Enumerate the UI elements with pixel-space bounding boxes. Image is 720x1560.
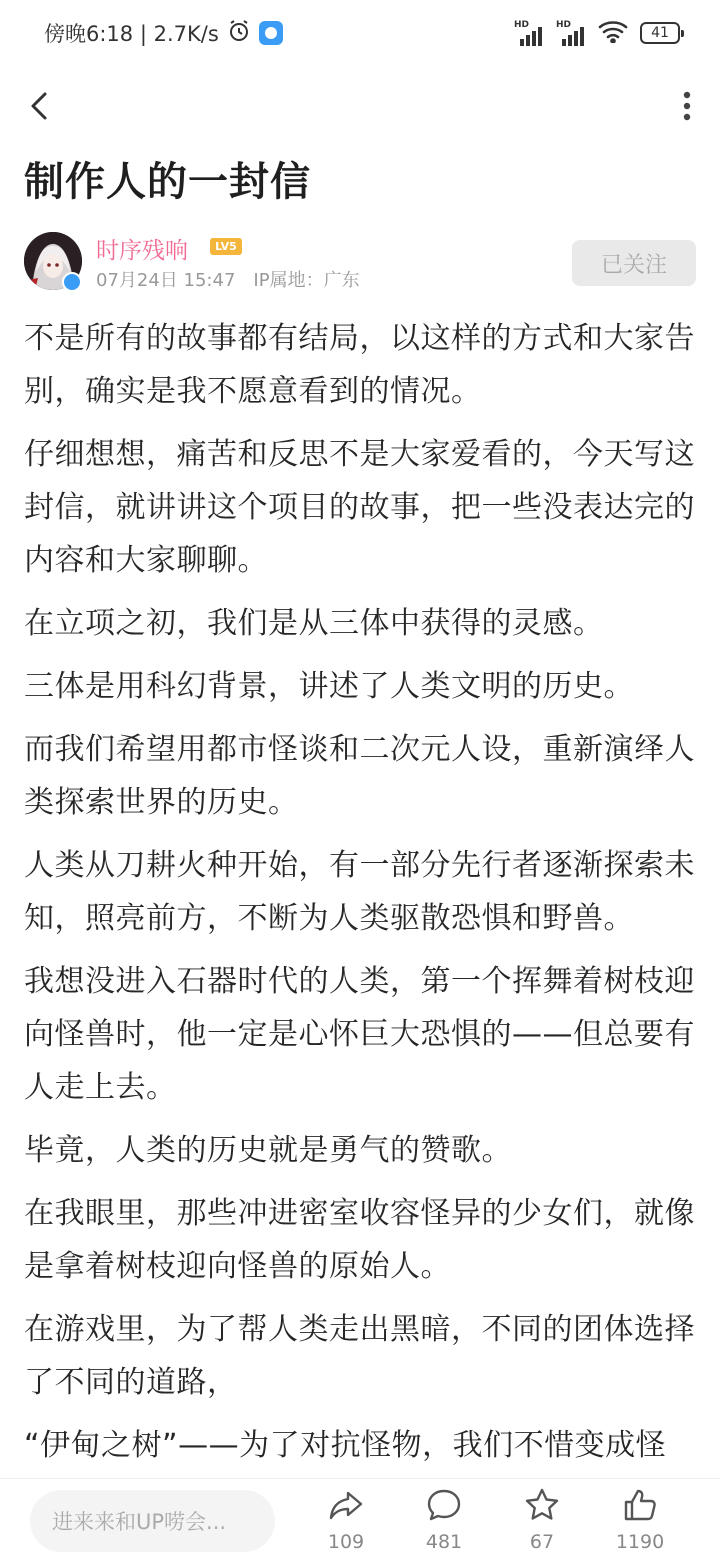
- article-paragraph: 仔细想想，痛苦和反思不是大家爱看的，今天写这封信，就讲讲这个项目的故事，把一些没表达完的内容和大家聊聊。: [24, 437, 695, 578]
- top-nav: [0, 78, 720, 136]
- more-button[interactable]: [672, 86, 702, 126]
- article-paragraph: 毕竟，人类的历史就是勇气的赞歌。: [24, 1133, 512, 1168]
- share-count: 109: [327, 1531, 365, 1553]
- like-count: 1190: [615, 1531, 665, 1553]
- follow-button[interactable]: 已关注: [572, 240, 696, 286]
- author-row: [24, 232, 696, 296]
- bottom-action-bar: [0, 1478, 720, 1560]
- verified-badge-icon: [62, 272, 82, 292]
- battery-level: 41: [651, 25, 669, 41]
- wifi-icon: [598, 19, 628, 47]
- article-paragraph: 人类从刀耕火种开始，有一部分先行者逐渐探索未知，照亮前方，不断为人类驱散恐惧和野兽。: [24, 848, 695, 936]
- app-notification-icon: [259, 21, 283, 45]
- article-paragraph: 三体是用科幻背景，讲述了人类文明的历史。: [24, 669, 634, 704]
- status-time-speed: 傍晚6:18 | 2.7K/s: [44, 22, 219, 46]
- status-left: [44, 18, 283, 48]
- article-paragraph: 在立项之初，我们是从三体中获得的灵感。: [24, 606, 604, 641]
- thumbs-up-icon: [622, 1487, 658, 1523]
- back-button[interactable]: [20, 86, 60, 126]
- favorite-count: 67: [529, 1531, 555, 1553]
- alarm-icon: [227, 19, 251, 48]
- status-bar: [0, 0, 720, 66]
- comment-count: 481: [425, 1531, 463, 1553]
- status-right: [514, 17, 680, 49]
- ip-location: IP属地：广东: [253, 270, 360, 291]
- battery-icon: [640, 22, 680, 44]
- article-title: 制作人的一封信: [24, 159, 311, 205]
- signal-icon-2: [556, 20, 586, 46]
- post-meta: [96, 266, 360, 292]
- chevron-left-icon: [29, 91, 51, 121]
- share-button[interactable]: [306, 1487, 386, 1559]
- article-body: [24, 312, 700, 1478]
- article-paragraph: 不是所有的故事都有结局，以这样的方式和大家告别，确实是我不愿意看到的情况。: [24, 321, 695, 409]
- share-icon: [328, 1487, 364, 1523]
- article-paragraph: 在游戏里，为了帮人类走出黑暗，不同的团体选择了不同的道路，: [24, 1312, 695, 1400]
- article-paragraph: 在我眼里，那些冲进密室收容怪异的少女们，就像是拿着树枝迎向怪兽的原始人。: [24, 1196, 695, 1284]
- like-button[interactable]: [600, 1487, 680, 1559]
- star-icon: [524, 1487, 560, 1523]
- comment-button[interactable]: [404, 1487, 484, 1559]
- network-type-label-2: HD: [556, 20, 572, 30]
- article-paragraph: 我想没进入石器时代的人类，第一个挥舞着树枝迎向怪兽时，他一定是心怀巨大恐惧的——但总要有人走上去。: [24, 964, 695, 1105]
- signal-icon: [514, 20, 544, 46]
- comment-icon: [426, 1487, 462, 1523]
- favorite-button[interactable]: [502, 1487, 582, 1559]
- network-type-label: HD: [514, 20, 530, 30]
- article-paragraph: “伊甸之树”——为了对抗怪物，我们不惜变成怪: [24, 1428, 667, 1463]
- post-date: 07月24日 15:47: [96, 270, 236, 291]
- more-vertical-icon: [683, 91, 691, 121]
- comment-input[interactable]: 进来来和UP唠会...: [30, 1490, 275, 1552]
- author-name[interactable]: 时序残响: [96, 238, 188, 264]
- level-badge: LV5: [210, 238, 242, 255]
- article-paragraph: 而我们希望用都市怪谈和二次元人设，重新演绎人类探索世界的历史。: [24, 732, 695, 820]
